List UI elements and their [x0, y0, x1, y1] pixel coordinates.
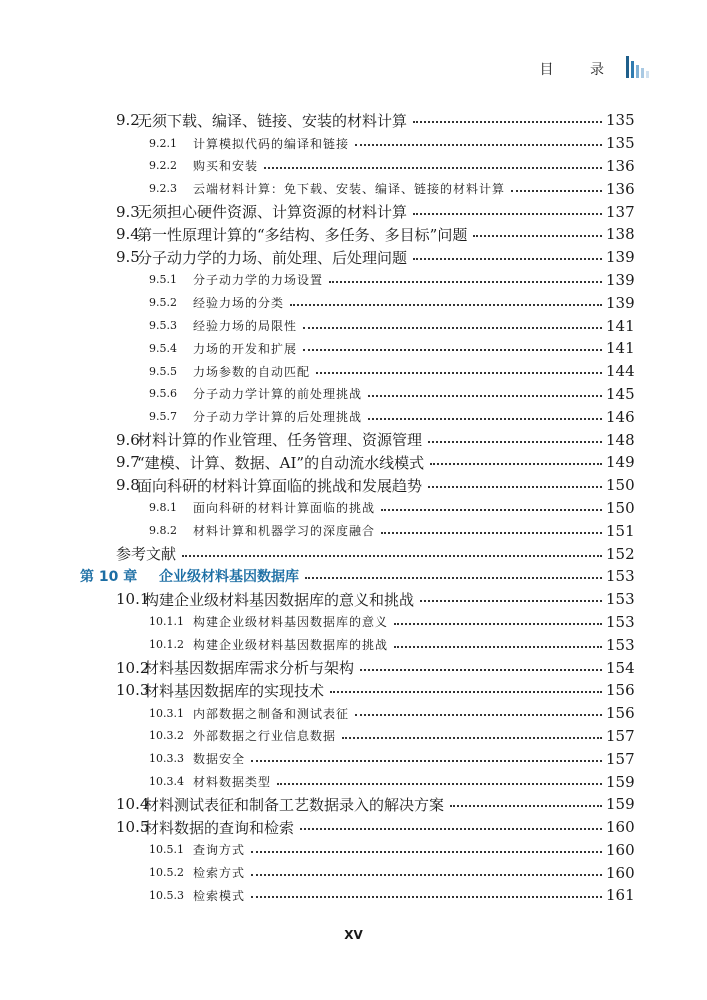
- toc-entry-title: 数据安全: [193, 752, 246, 767]
- toc-leader-dots: [368, 395, 602, 397]
- header-bar: [626, 56, 629, 78]
- toc-entry-page: 135: [606, 134, 635, 153]
- toc-leader-dots: [511, 190, 602, 192]
- toc-leader-dots: [305, 577, 602, 579]
- toc-leader-dots: [381, 509, 602, 511]
- toc-entry[interactable]: [0, 656, 707, 679]
- toc-entry[interactable]: [0, 770, 707, 793]
- toc-entry[interactable]: [0, 702, 707, 725]
- toc-entry-title: 材料计算的作业管理、任务管理、资源管理: [137, 431, 423, 450]
- toc-entry-title: 第一性原理计算的“多结构、多任务、多目标”问题: [137, 225, 468, 244]
- toc-entry[interactable]: [0, 246, 707, 269]
- toc-leader-dots: [300, 828, 602, 830]
- toc-entry-page: 156: [606, 681, 635, 700]
- toc-entry-title: 无须担心硬件资源、计算资源的材料计算: [137, 203, 408, 222]
- toc-entry-number: 10.2: [116, 658, 150, 677]
- toc-leader-dots: [394, 623, 602, 625]
- toc-entry-number: 9.7: [116, 453, 140, 472]
- toc-entry-title: 检索方式: [193, 866, 246, 881]
- toc-entry[interactable]: [0, 291, 707, 314]
- toc-entry-page: 136: [606, 156, 635, 175]
- toc-leader-dots: [420, 600, 602, 602]
- toc-entry[interactable]: [0, 633, 707, 656]
- toc-entry-page: 154: [606, 658, 635, 677]
- toc-entry-title: 构建企业级材料基因数据库的意义和挑战: [144, 590, 415, 609]
- toc-entry[interactable]: [0, 177, 707, 200]
- toc-entry[interactable]: [0, 519, 707, 542]
- toc-entry[interactable]: [0, 314, 707, 337]
- toc-entry-title: 参考文献: [116, 545, 177, 564]
- toc-entry-title: 查询方式: [193, 843, 246, 858]
- toc-entry-number: 9.5.4: [149, 341, 177, 355]
- toc-entry-page: 141: [606, 316, 635, 335]
- toc-entry-page: 145: [606, 384, 635, 403]
- toc-entry[interactable]: [0, 337, 707, 360]
- toc-leader-dots: [413, 258, 602, 260]
- toc-entry-page: 160: [606, 863, 635, 882]
- toc-leader-dots: [413, 213, 602, 215]
- toc-entry-page: 150: [606, 498, 635, 517]
- toc-entry-page: 152: [606, 544, 635, 563]
- toc-entry-page: 146: [606, 407, 635, 426]
- toc-entry-number: 第 10 章: [80, 569, 138, 586]
- toc-entry-title: 材料计算和机器学习的深度融合: [193, 524, 376, 539]
- toc-entry[interactable]: [0, 725, 707, 748]
- toc-entry-title: 外部数据之行业信息数据: [193, 729, 337, 744]
- toc-leader-dots: [355, 144, 602, 146]
- toc-entry-page: 135: [606, 111, 635, 130]
- toc-chapter-entry[interactable]: [0, 565, 707, 588]
- toc-entry[interactable]: [0, 451, 707, 474]
- toc-entry-number: 9.8: [116, 476, 140, 495]
- toc-entry[interactable]: [0, 611, 707, 634]
- toc-leader-dots: [413, 121, 602, 123]
- toc-leader-dots: [251, 874, 602, 876]
- toc-leader-dots: [303, 327, 602, 329]
- toc-entry-number: 9.5.7: [149, 410, 177, 424]
- toc-entry-number: 9.5.6: [149, 387, 177, 401]
- toc-entry-number: 10.5.1: [149, 843, 184, 857]
- toc-leader-dots: [355, 714, 602, 716]
- toc-entry-page: 159: [606, 795, 635, 814]
- toc-entry-title: 检索模式: [193, 888, 246, 903]
- toc-leader-dots: [277, 783, 602, 785]
- toc-entry-title: 构建企业级材料基因数据库的意义: [193, 615, 389, 630]
- toc-entry-page: 160: [606, 840, 635, 859]
- toc-entry-title: 面向科研的材料计算面临的挑战: [193, 501, 376, 516]
- toc-entry-number: 9.4: [116, 225, 140, 244]
- toc-entry-title: 力场的开发和扩展: [193, 341, 298, 356]
- toc-entry[interactable]: [0, 360, 707, 383]
- toc-entry[interactable]: [0, 747, 707, 770]
- toc-entry-title: 企业级材料基因数据库: [159, 569, 299, 586]
- toc-entry-title: 无须下载、编译、链接、安装的材料计算: [137, 111, 408, 130]
- toc-entry-number: 10.1: [116, 590, 150, 609]
- header-bars-icon: [626, 56, 649, 78]
- toc-entry-number: 9.8.2: [149, 524, 177, 538]
- toc-entry-page: 139: [606, 248, 635, 267]
- toc-entry-number: 10.5.3: [149, 888, 184, 902]
- toc-entry-title: 计算模拟代码的编译和链接: [193, 136, 350, 151]
- toc-entry-title: 材料数据类型: [193, 775, 272, 789]
- toc-entry-number: 9.8.1: [149, 501, 177, 515]
- toc-entry-number: 9.2.1: [149, 136, 177, 150]
- toc-leader-dots: [316, 372, 602, 374]
- toc-entry-number: 10.3.2: [149, 729, 184, 743]
- toc-entry[interactable]: [0, 155, 707, 178]
- header-bar: [641, 68, 644, 78]
- toc-leader-dots: [264, 167, 602, 169]
- toc-leader-dots: [182, 555, 602, 557]
- toc-entry-title: 材料基因数据库需求分析与架构: [144, 659, 355, 678]
- toc-entry[interactable]: [0, 884, 707, 907]
- toc-entry-number: 10.1.1: [149, 615, 184, 629]
- toc-leader-dots: [342, 737, 602, 739]
- toc-entry-title: 经验力场的局限性: [193, 319, 298, 334]
- header-title: 目 录: [539, 62, 620, 78]
- toc-leader-dots: [394, 646, 602, 648]
- toc-entry-title: 内部数据之制备和测试表征: [193, 706, 350, 721]
- toc-entry-page: 159: [606, 772, 635, 791]
- toc-entry[interactable]: [0, 428, 707, 451]
- toc-entry-title: “建模、计算、数据、AI”的自动流水线模式: [137, 453, 425, 472]
- toc-entry-number: 10.3: [116, 681, 150, 700]
- toc-leader-dots: [290, 304, 602, 306]
- toc-entry-page: 144: [606, 362, 635, 381]
- toc-entry[interactable]: [0, 269, 707, 292]
- toc-entry-title: 材料测试表征和制备工艺数据录入的解决方案: [144, 795, 445, 814]
- toc-entry-title: 分子动力学的力场设置: [193, 273, 324, 288]
- toc-leader-dots: [430, 463, 602, 465]
- toc-entry-page: 151: [606, 521, 635, 540]
- toc-entry[interactable]: [0, 588, 707, 611]
- toc-entry-page: 150: [606, 476, 635, 495]
- toc-entry[interactable]: [0, 223, 707, 246]
- toc-entry-number: 9.5: [116, 248, 140, 267]
- toc-entry[interactable]: [0, 474, 707, 497]
- toc-entry-title: 材料基因数据库的实现技术: [144, 681, 325, 700]
- toc-entry-title: 经验力场的分类: [193, 296, 285, 311]
- toc-entry[interactable]: [0, 793, 707, 816]
- page-number: XV: [344, 928, 363, 942]
- toc-entry-number: 10.1.2: [149, 638, 184, 652]
- toc-entry-number: 9.2: [116, 111, 140, 130]
- toc-entry-title: 力场参数的自动匹配: [193, 364, 311, 379]
- toc-entry-title: 分子动力学计算的前处理挑战: [193, 387, 363, 402]
- toc-entry-title: 分子动力学计算的后处理挑战: [193, 410, 363, 425]
- toc-entry-title: 云端材料计算：免下载、安装、编译、链接的材料计算: [193, 182, 506, 197]
- toc-entry[interactable]: [0, 542, 707, 565]
- toc-leader-dots: [303, 349, 602, 351]
- toc-entry-title: 面向科研的材料计算面临的挑战和发展趋势: [137, 476, 423, 495]
- toc-entry-number: 10.5.2: [149, 866, 184, 880]
- toc-entry-page: 153: [606, 635, 635, 654]
- toc-entry-page: 153: [606, 590, 635, 609]
- toc-entry-page: 139: [606, 293, 635, 312]
- toc-entry-page: 137: [606, 202, 635, 221]
- toc-entry-number: 10.4: [116, 795, 150, 814]
- toc-entry[interactable]: [0, 200, 707, 223]
- toc-leader-dots: [330, 691, 602, 693]
- page-header: [540, 56, 649, 78]
- toc-entry[interactable]: [0, 132, 707, 155]
- header-bar: [631, 61, 634, 78]
- toc-leader-dots: [368, 418, 602, 420]
- toc-entry-page: 139: [606, 270, 635, 289]
- toc-entry-page: 149: [606, 453, 635, 472]
- header-bar: [646, 71, 649, 78]
- toc-entry[interactable]: [0, 383, 707, 406]
- toc-entry-number: 10.5: [116, 818, 150, 837]
- toc-entry-title: 分子动力学的力场、前处理、后处理问题: [137, 248, 408, 267]
- toc-leader-dots: [251, 760, 602, 762]
- toc-entry-number: 9.5.5: [149, 364, 177, 378]
- table-of-contents: [0, 109, 707, 907]
- toc-entry-title: 购买和安装: [193, 159, 259, 174]
- toc-leader-dots: [428, 486, 602, 488]
- toc-leader-dots: [473, 235, 602, 237]
- toc-leader-dots: [251, 851, 602, 853]
- toc-entry-page: 138: [606, 225, 635, 244]
- toc-entry-page: 157: [606, 749, 635, 768]
- toc-entry-page: 148: [606, 430, 635, 449]
- toc-entry[interactable]: [0, 816, 707, 839]
- toc-entry-number: 9.6: [116, 430, 140, 449]
- toc-entry-page: 156: [606, 704, 635, 723]
- toc-entry-number: 10.3.3: [149, 752, 184, 766]
- toc-entry[interactable]: [0, 679, 707, 702]
- toc-entry-number: 10.3.1: [149, 706, 184, 720]
- toc-entry[interactable]: [0, 109, 707, 132]
- toc-entry[interactable]: [0, 497, 707, 520]
- toc-leader-dots: [428, 441, 602, 443]
- toc-entry-page: 153: [606, 567, 635, 586]
- toc-leader-dots: [450, 805, 602, 807]
- toc-leader-dots: [381, 532, 602, 534]
- toc-entry-number: 10.3.4: [149, 775, 184, 788]
- toc-entry-number: 9.2.2: [149, 159, 177, 173]
- toc-entry-page: 141: [606, 339, 635, 358]
- toc-entry[interactable]: [0, 839, 707, 862]
- toc-entry-page: 161: [606, 886, 635, 905]
- header-bar: [636, 65, 639, 78]
- toc-entry-page: 136: [606, 179, 635, 198]
- toc-entry-number: 9.5.3: [149, 319, 177, 333]
- toc-entry[interactable]: [0, 405, 707, 428]
- toc-entry-page: 160: [606, 818, 635, 837]
- toc-entry-number: 9.2.3: [149, 182, 177, 196]
- toc-entry-number: 9.5.1: [149, 273, 177, 287]
- toc-entry-title: 构建企业级材料基因数据库的挑战: [193, 638, 389, 653]
- toc-entry-number: 9.3: [116, 202, 140, 221]
- toc-entry[interactable]: [0, 861, 707, 884]
- toc-entry-title: 材料数据的查询和检索: [144, 818, 295, 837]
- toc-entry-number: 9.5.2: [149, 296, 177, 310]
- toc-leader-dots: [360, 669, 602, 671]
- toc-leader-dots: [251, 896, 602, 898]
- toc-leader-dots: [329, 281, 602, 283]
- toc-entry-page: 157: [606, 726, 635, 745]
- toc-entry-page: 153: [606, 612, 635, 631]
